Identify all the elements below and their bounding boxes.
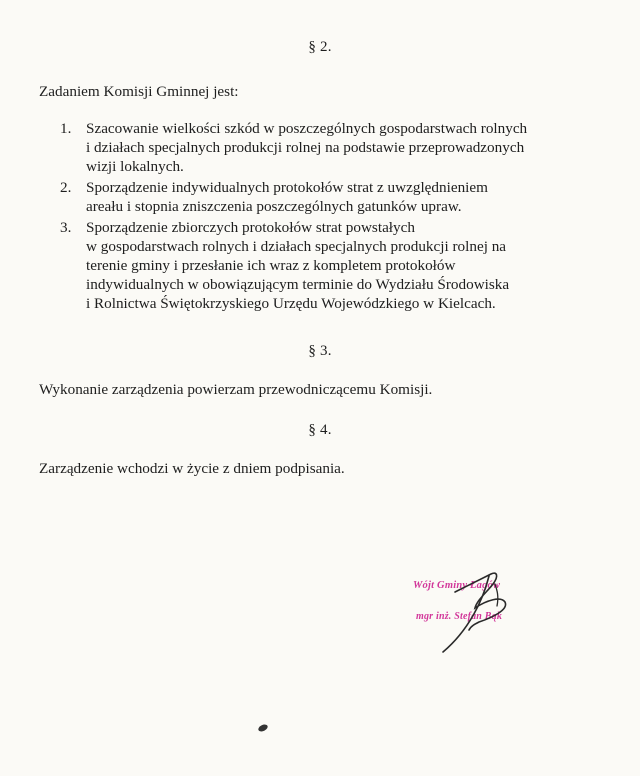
list-item (60, 119, 527, 176)
signature-icon (425, 556, 555, 666)
ink-smudge (257, 723, 269, 733)
list-item-line: wizji lokalnych. (86, 158, 184, 175)
list-item-line: w gospodarstwach rolnych i działach specjalnych produkcji rolnej na (86, 238, 507, 255)
official-stamp-title: Wójt Gminy Łagów (413, 580, 501, 591)
section-3-text: Wykonanie zarządzenia powierzam przewodniczącemu Komisji. (39, 381, 433, 398)
list-item-line: Sporządzenie zbiorczych protokołów strat powstałych (86, 219, 415, 236)
section-heading-3: § 3. (308, 343, 332, 359)
section-heading-4: § 4. (308, 422, 332, 438)
list-item (60, 218, 527, 313)
section-2-intro: Zadaniem Komisji Gminnej jest: (39, 83, 239, 100)
list-item-line: Szacowanie wielkości szkód w poszczególnych gospodarstwach rolnych (86, 120, 528, 137)
list-item-number: 2. (60, 179, 72, 196)
list-item (60, 178, 527, 216)
list-item-line: i działach specjalnych produkcji rolnej na podstawie przeprowadzonych (86, 139, 525, 156)
list-item-line: i Rolnictwa Świętokrzyskiego Urzędu Wojewódzkiego w Kielcach. (86, 295, 496, 312)
list-item-line: terenie gminy i przesłanie ich wraz z kompletem protokołów (86, 257, 456, 274)
section-4-text: Zarządzenie wchodzi w życie z dniem podpisania. (39, 460, 345, 477)
list-item-number: 3. (60, 219, 72, 236)
list-item-line: areału i stopnia zniszczenia poszczególnych gatunków upraw. (86, 198, 462, 215)
list-item-line: Sporządzenie indywidualnych protokołów strat z uwzględnieniem (86, 179, 488, 196)
duties-list (60, 119, 527, 313)
list-item-line: indywidualnych w obowiązującym terminie do Wydziału Środowiska (86, 276, 510, 293)
section-heading-2: § 2. (308, 39, 332, 55)
official-stamp-name: mgr inż. Stefan Bąk (416, 611, 503, 622)
list-item-number: 1. (60, 120, 72, 137)
